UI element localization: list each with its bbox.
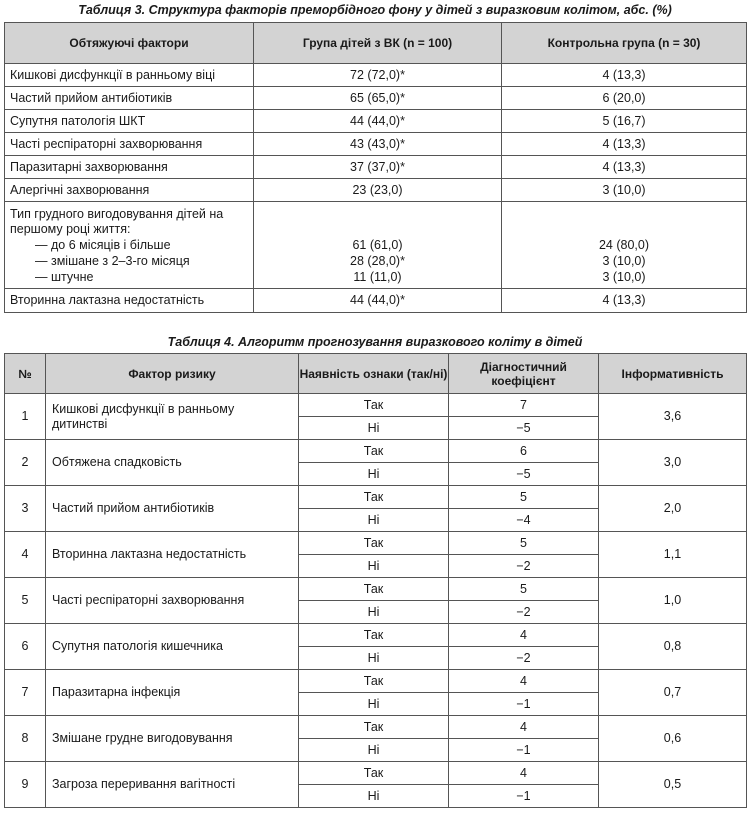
table4-row <box>5 394 747 417</box>
table3-row <box>5 289 747 313</box>
presence-no-cell: Ні <box>299 693 449 716</box>
factor-cell: Алергічні захворювання <box>5 179 254 202</box>
risk-factor-cell: Паразитарна інфекція <box>46 670 299 716</box>
coefficient-yes-cell: 4 <box>449 716 599 739</box>
coefficient-no-cell: −1 <box>449 785 599 808</box>
coefficient-no-cell: −1 <box>449 739 599 762</box>
risk-factor-cell: Часті респіраторні захворювання <box>46 578 299 624</box>
vk-value-cell: 37 (37,0)* <box>254 156 502 179</box>
risk-factor-cell: Обтяжена спадковість <box>46 440 299 486</box>
informativity-cell: 2,0 <box>599 486 747 532</box>
coefficient-yes-cell: 4 <box>449 624 599 647</box>
table4-row <box>5 532 747 555</box>
control-value-cell: 4 (13,3) <box>502 133 747 156</box>
presence-yes-cell: Так <box>299 486 449 509</box>
presence-no-cell: Ні <box>299 647 449 670</box>
presence-yes-cell: Так <box>299 394 449 417</box>
vk-value-cell: 44 (44,0)* <box>254 289 502 313</box>
vk-value-cell: 23 (23,0) <box>254 179 502 202</box>
presence-no-cell: Ні <box>299 601 449 624</box>
feeding-control-cell <box>502 202 747 289</box>
control-value-cell: 6 (20,0) <box>502 87 747 110</box>
table3-row <box>5 179 747 202</box>
presence-yes-cell: Так <box>299 578 449 601</box>
vk-value-cell: 44 (44,0)* <box>254 110 502 133</box>
feeding-sub-vk: 11 (11,0) <box>353 270 402 284</box>
table4-row <box>5 762 747 785</box>
feeding-sub-control: 3 (10,0) <box>602 270 646 284</box>
feeding-sub-label: — штучне <box>35 270 94 284</box>
coefficient-no-cell: −5 <box>449 417 599 440</box>
informativity-cell: 0,8 <box>599 624 747 670</box>
vk-value-cell: 72 (72,0)* <box>254 64 502 87</box>
presence-yes-cell: Так <box>299 624 449 647</box>
table3-row <box>5 156 747 179</box>
coefficient-yes-cell: 5 <box>449 486 599 509</box>
table4 <box>4 353 747 808</box>
table3-row <box>5 87 747 110</box>
presence-no-cell: Ні <box>299 739 449 762</box>
feeding-sub-control: 24 (80,0) <box>598 238 650 252</box>
informativity-cell: 3,0 <box>599 440 747 486</box>
row-number: 6 <box>5 624 46 670</box>
control-value-cell: 3 (10,0) <box>502 179 747 202</box>
table3-row <box>5 64 747 87</box>
table4-header-informativity: Інформативність <box>599 354 747 394</box>
table3-header-control: Контрольна група (n = 30) <box>502 23 747 64</box>
coefficient-no-cell: −4 <box>449 509 599 532</box>
coefficient-no-cell: −2 <box>449 555 599 578</box>
presence-no-cell: Ні <box>299 785 449 808</box>
table4-header-num: № <box>5 354 46 394</box>
feeding-sub-vk: 61 (61,0) <box>352 238 403 252</box>
table3-header-row <box>5 23 747 64</box>
presence-yes-cell: Так <box>299 762 449 785</box>
risk-factor-cell: Кишкові дисфункції в ранньому дитинстві <box>46 394 299 440</box>
factor-cell: Паразитарні захворювання <box>5 156 254 179</box>
control-value-cell: 4 (13,3) <box>502 289 747 313</box>
table3-row-feeding <box>5 202 747 289</box>
control-value-cell: 5 (16,7) <box>502 110 747 133</box>
row-number: 3 <box>5 486 46 532</box>
control-value-cell: 4 (13,3) <box>502 156 747 179</box>
coefficient-no-cell: −2 <box>449 647 599 670</box>
table3-row <box>5 110 747 133</box>
table4-row <box>5 440 747 463</box>
row-number: 2 <box>5 440 46 486</box>
feeding-sub-control: 3 (10,0) <box>602 254 646 268</box>
table4-row <box>5 624 747 647</box>
presence-no-cell: Ні <box>299 555 449 578</box>
presence-yes-cell: Так <box>299 670 449 693</box>
risk-factor-cell: Супутня патологія кишечника <box>46 624 299 670</box>
coefficient-yes-cell: 6 <box>449 440 599 463</box>
feeding-title: Тип грудного вигодовування дітей на першому році життя: <box>10 207 224 236</box>
vk-value-cell: 43 (43,0)* <box>254 133 502 156</box>
feeding-factor-cell <box>5 202 254 289</box>
presence-yes-cell: Так <box>299 440 449 463</box>
risk-factor-cell: Вторинна лактазна недостатність <box>46 532 299 578</box>
row-number: 1 <box>5 394 46 440</box>
feeding-sub-label: — до 6 місяців і більше <box>35 238 171 252</box>
presence-yes-cell: Так <box>299 716 449 739</box>
factor-cell: Частий прийом антибіотиків <box>5 87 254 110</box>
row-number: 8 <box>5 716 46 762</box>
table4-header-row <box>5 354 747 394</box>
coefficient-no-cell: −1 <box>449 693 599 716</box>
risk-factor-cell: Змішане грудне вигодовування <box>46 716 299 762</box>
coefficient-yes-cell: 4 <box>449 762 599 785</box>
row-number: 9 <box>5 762 46 808</box>
informativity-cell: 1,0 <box>599 578 747 624</box>
table4-caption: Таблиця 4. Алгоритм прогнозування виразкового коліту в дітей <box>167 335 583 349</box>
coefficient-yes-cell: 4 <box>449 670 599 693</box>
table3-header-vk: Група дітей з ВК (n = 100) <box>254 23 502 64</box>
vk-value-cell: 65 (65,0)* <box>254 87 502 110</box>
feeding-vk-cell <box>254 202 502 289</box>
informativity-cell: 0,7 <box>599 670 747 716</box>
table4-header-presence: Наявність ознаки (так/ні) <box>299 354 449 394</box>
table4-header-factor: Фактор ризику <box>46 354 299 394</box>
factor-cell: Вторинна лактазна недостатність <box>5 289 254 313</box>
factor-cell: Супутня патологія ШКТ <box>5 110 254 133</box>
table3-caption: Таблиця 3. Структура факторів преморбідного фону у дітей з виразковим колітом, абс. (%) <box>78 3 672 17</box>
table4-row <box>5 578 747 601</box>
informativity-cell: 0,5 <box>599 762 747 808</box>
factor-cell: Часті респіраторні захворювання <box>5 133 254 156</box>
informativity-cell: 3,6 <box>599 394 747 440</box>
presence-no-cell: Ні <box>299 509 449 532</box>
risk-factor-cell: Частий прийом антибіотиків <box>46 486 299 532</box>
coefficient-yes-cell: 5 <box>449 578 599 601</box>
table4-row <box>5 716 747 739</box>
coefficient-no-cell: −2 <box>449 601 599 624</box>
informativity-cell: 0,6 <box>599 716 747 762</box>
table4-row <box>5 486 747 509</box>
coefficient-no-cell: −5 <box>449 463 599 486</box>
informativity-cell: 1,1 <box>599 532 747 578</box>
feeding-sub-label: — змішане з 2–3-го місяця <box>35 254 190 268</box>
table3-row <box>5 133 747 156</box>
coefficient-yes-cell: 5 <box>449 532 599 555</box>
row-number: 4 <box>5 532 46 578</box>
presence-no-cell: Ні <box>299 463 449 486</box>
feeding-sub-vk: 28 (28,0)* <box>350 254 405 268</box>
table4-header-coefficient: Діагностичний коефіцієнт <box>449 354 599 394</box>
control-value-cell: 4 (13,3) <box>502 64 747 87</box>
risk-factor-cell: Загроза переривання вагітності <box>46 762 299 808</box>
presence-yes-cell: Так <box>299 532 449 555</box>
table3-header-factor: Обтяжуючі фактори <box>5 23 254 64</box>
row-number: 5 <box>5 578 46 624</box>
table4-row <box>5 670 747 693</box>
factor-cell: Кишкові дисфункції в ранньому віці <box>5 64 254 87</box>
table3 <box>4 22 747 313</box>
row-number: 7 <box>5 670 46 716</box>
presence-no-cell: Ні <box>299 417 449 440</box>
coefficient-yes-cell: 7 <box>449 394 599 417</box>
